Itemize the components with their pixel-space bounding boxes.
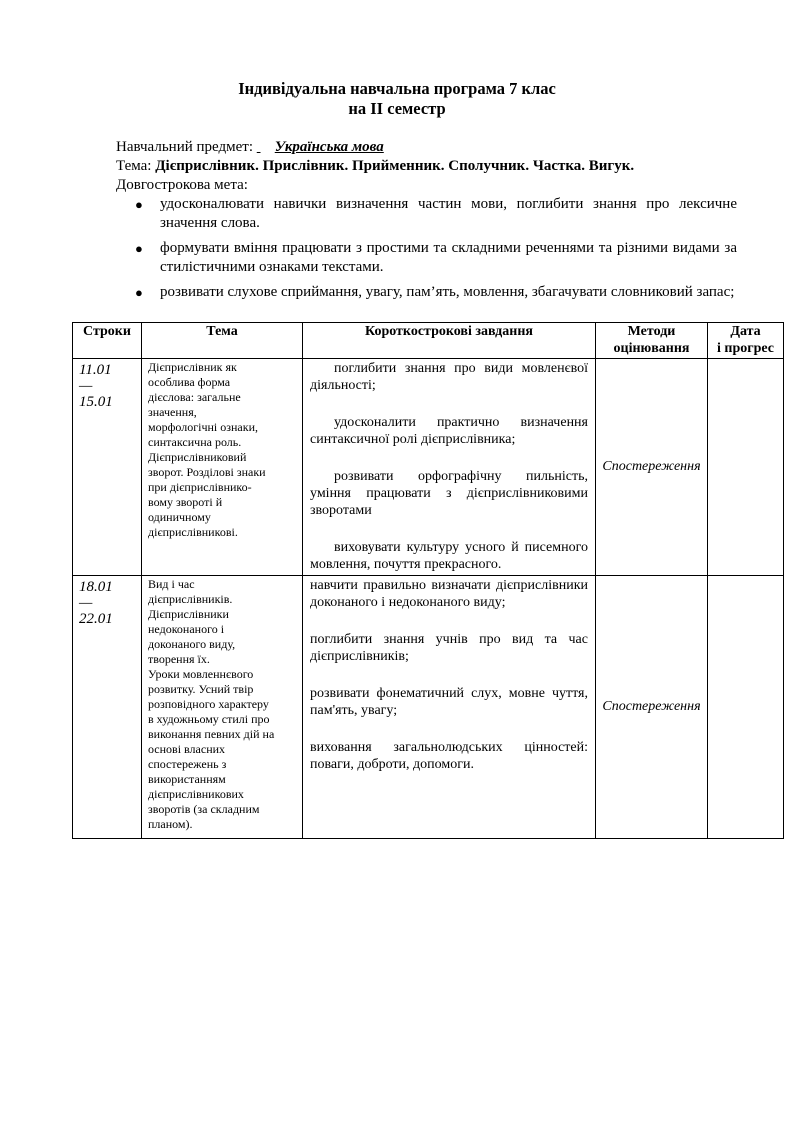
goal-text: формувати вміння працювати з простими та складними реченнями та різними видами за стилістичними ознаками текстами. <box>160 240 737 275</box>
task-item: поглибити знання учнів про вид та час дієприслівників; <box>310 632 588 664</box>
topic-line: морфологічні ознаки, <box>148 420 258 434</box>
task-item: навчити правильно визначати дієприслівники доконаного і недоконаного виду; <box>310 578 588 610</box>
goal-text: розвивати слухове сприймання, увагу, пам’ять, мовлення, збагачувати словниковий запас; <box>160 284 735 300</box>
row-method: Спостереження <box>596 576 708 839</box>
row-method: Спостереження <box>596 359 708 576</box>
header-date-line2: і прогрес <box>717 341 774 356</box>
topic-line: значення, <box>148 405 197 419</box>
topic-line: вому звороті й <box>148 495 223 509</box>
plan-table <box>72 322 784 839</box>
row-tasks <box>303 359 596 576</box>
goal-text: удосконалювати навички визначення частин мови, поглибити знання про лексичне значення слова. <box>160 196 737 231</box>
topic-line: Дієприслівники <box>148 607 229 621</box>
document-subtitle: на ІІ семестр <box>348 99 446 118</box>
term-start: 11.01 <box>79 362 112 378</box>
topic-line: Уроки мовленнєвого <box>148 667 254 681</box>
row-terms <box>73 359 142 576</box>
topic-line: доконаного виду, <box>148 637 236 651</box>
topic-line: розповідного характеру <box>148 697 269 711</box>
topic-line: основі власних <box>148 742 226 756</box>
topic-line: синтаксична роль. <box>148 435 242 449</box>
row-topic <box>142 576 303 839</box>
task-item: розвивати фонематичний слух, мовне чуття, пам'ять, увагу; <box>310 686 588 718</box>
header-terms: Строки <box>73 323 142 359</box>
bullet-icon: ● <box>135 285 143 300</box>
topic-line: при дієприслівнико- <box>148 480 252 494</box>
topic-line: зворот. Розділові знаки <box>148 465 266 479</box>
subject-underline-pad <box>257 138 275 157</box>
table-header-row <box>73 323 784 359</box>
row-tasks <box>303 576 596 839</box>
topic-value: Дієприслівник. Прислівник. Прийменник. Сполучник. Частка. Вигук. <box>155 158 635 174</box>
topic-line: дієслова: загальне <box>148 390 241 404</box>
term-end: 15.01 <box>79 394 113 410</box>
term-dash: — <box>79 595 93 611</box>
header-tasks: Короткострокові завдання <box>303 323 596 359</box>
topic-line: дієприслівникових <box>148 787 244 801</box>
goal-label: Довгострокова мета: <box>116 177 248 193</box>
header-methods <box>596 323 708 359</box>
topic-line: одиничному <box>148 510 211 524</box>
topic-line: особлива форма <box>148 375 231 389</box>
task-item: розвивати орфографічну пильність, уміння працювати з дієприслівниковими зворотами <box>310 469 588 518</box>
subject-value: Українська мова <box>274 139 384 155</box>
term-dash: — <box>79 378 93 394</box>
row-topic <box>142 359 303 576</box>
topic-line: виконання певних дій на <box>148 727 275 741</box>
goal-item <box>135 239 737 277</box>
row-date <box>708 359 784 576</box>
goal-item <box>135 283 737 302</box>
bullet-icon: ● <box>135 241 143 256</box>
topic-line: дієприслівникові. <box>148 525 238 539</box>
topic-line: спостережень з <box>148 757 227 771</box>
task-item: удосконалити практично визначення синтаксичної ролі дієприслівника; <box>310 415 588 447</box>
topic-line: творення їх. <box>148 652 210 666</box>
document-title: Індивідуальна навчальна програма 7 клас <box>238 79 556 98</box>
task-item: виховувати культуру усного й писемного мовлення, почуття прекрасного. <box>310 540 588 572</box>
topic-line: Дієприслівник як <box>148 360 237 374</box>
topic-line: зворотів (за складним <box>148 802 260 816</box>
topic-line <box>116 157 634 176</box>
row-date <box>708 576 784 839</box>
bullet-icon: ● <box>135 197 143 212</box>
table-row <box>73 359 784 576</box>
header-date-line1: Дата <box>730 324 761 339</box>
topic-line: розвитку. Усний твір <box>148 682 254 696</box>
topic-line: недоконаного і <box>148 622 225 636</box>
term-end: 22.01 <box>79 611 113 627</box>
term-start: 18.01 <box>79 579 113 595</box>
topic-line: дієприслівників. <box>148 592 233 606</box>
topic-line: Дієприслівниковий <box>148 450 247 464</box>
header-date <box>708 323 784 359</box>
topic-label: Тема: <box>116 158 152 174</box>
header-topic: Тема <box>142 323 303 359</box>
goal-item <box>135 195 737 233</box>
header-methods-line1: Методи <box>627 324 676 339</box>
goals-list <box>135 195 737 308</box>
subject-label: Навчальний предмет: <box>116 139 253 155</box>
topic-line: планом). <box>148 817 193 831</box>
topic-line: Вид і час <box>148 577 195 591</box>
row-terms <box>73 576 142 839</box>
task-item: виховання загальнолюдських цінностей: поваги, доброти, допомоги. <box>310 740 588 772</box>
topic-line: використанням <box>148 772 226 786</box>
subject-line <box>116 138 384 157</box>
table-row <box>73 576 784 839</box>
header-methods-line2: оцінювання <box>613 341 690 356</box>
topic-line: в художньому стилі про <box>148 712 270 726</box>
task-item: поглибити знання про види мовленєвої діяльності; <box>310 361 588 393</box>
